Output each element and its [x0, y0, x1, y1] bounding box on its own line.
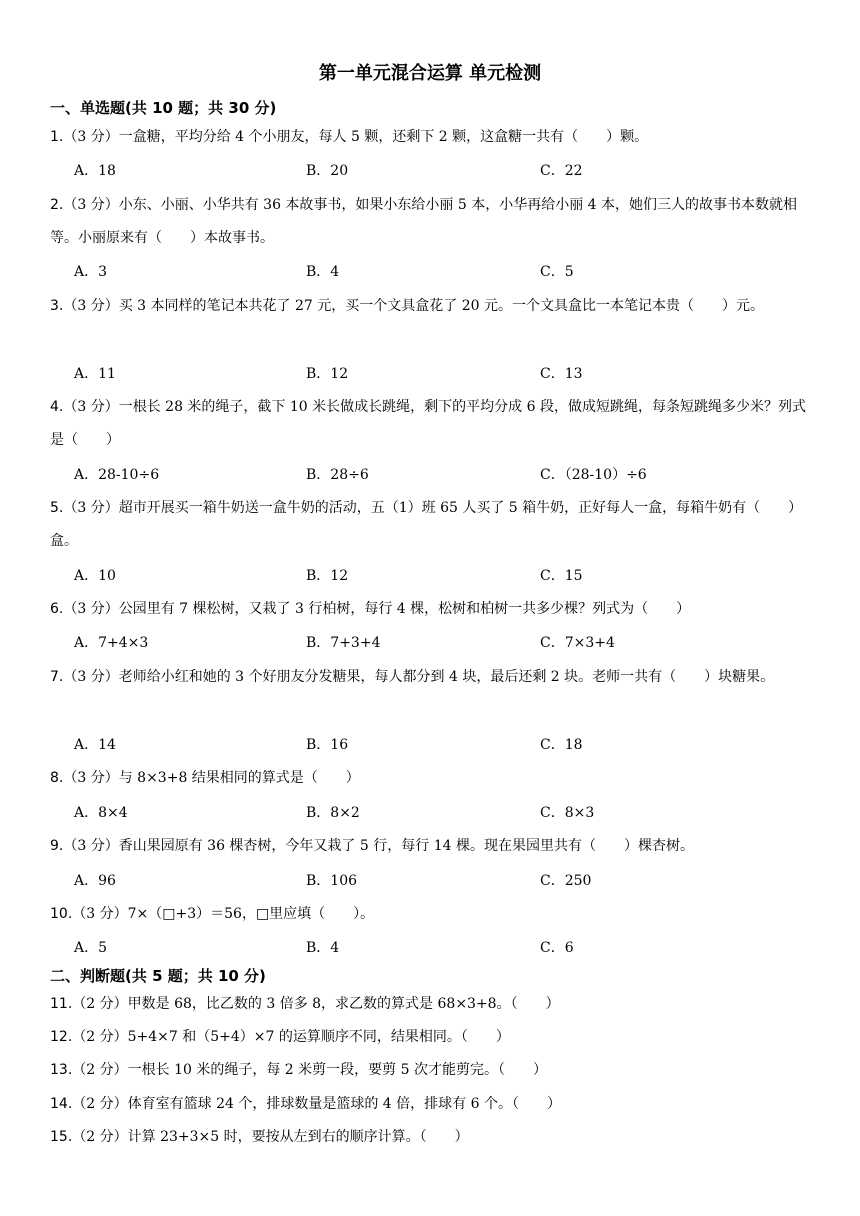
question-7 [50, 661, 810, 694]
question-14 [50, 1088, 810, 1121]
question-10-options [74, 938, 814, 958]
question-number: 10. [50, 906, 73, 922]
option-a[interactable]: A．11 [74, 366, 116, 382]
question-4-options [74, 465, 814, 485]
question-5-options [74, 566, 814, 586]
question-5 [50, 492, 810, 558]
question-number: 1. [50, 129, 64, 145]
question-text: （3 分）一盒糖，平均分给 4 个小朋友，每人 5 颗，还剩下 2 颗，这盒糖一共有（ ）颗。 [63, 129, 649, 145]
question-text: （3 分）超市开展买一箱牛奶送一盒牛奶的活动，五（1）班 65 人买了 5 箱牛奶，正好每人一盒，每箱牛奶有（ ）盒。 [50, 500, 803, 549]
question-text: （3 分）与 8×3+8 结果相同的算式是（ ） [63, 770, 360, 786]
option-c[interactable]: C．13 [540, 366, 583, 382]
option-b[interactable]: B．16 [306, 737, 349, 753]
option-c[interactable]: C．250 [540, 873, 592, 889]
option-b[interactable]: B．4 [306, 940, 340, 956]
option-c[interactable]: C．22 [540, 163, 583, 179]
option-a[interactable]: A．14 [74, 737, 116, 753]
question-text: （3 分）香山果园原有 36 棵杏树，今年又栽了 5 行，每行 14 棵。现在果园里共有（ ）棵杏树。 [63, 838, 694, 854]
option-b[interactable]: B．12 [306, 366, 349, 382]
question-text: （3 分）小东、小丽、小华共有 36 本故事书，如果小东给小丽 5 本，小华再给小丽 4 本，她们三人的故事书本数就相等。小丽原来有（ ）本故事书。 [50, 197, 798, 246]
option-c[interactable]: C．5 [540, 264, 574, 280]
question-number: 13. [50, 1062, 73, 1078]
question-11 [50, 988, 810, 1021]
option-a[interactable]: A．18 [74, 163, 116, 179]
question-6 [50, 593, 810, 626]
question-9-options [74, 871, 814, 891]
question-number: 3. [50, 298, 64, 314]
question-number: 14. [50, 1096, 73, 1112]
question-text: （3 分）一根长 28 米的绳子，截下 10 米长做成长跳绳，剩下的平均分成 6 段，做成短跳绳，每条短跳绳多少米？列式是（ ） [50, 399, 806, 448]
question-3 [50, 290, 810, 323]
option-c[interactable]: C．（28-10）÷6 [540, 467, 647, 483]
option-c[interactable]: C．7×3+4 [540, 635, 615, 651]
question-number: 2. [50, 197, 64, 213]
question-8-options [74, 803, 814, 823]
option-b[interactable]: B．4 [306, 264, 340, 280]
question-number: 11. [50, 996, 73, 1012]
question-number: 9. [50, 838, 64, 854]
question-number: 5. [50, 500, 64, 516]
question-15 [50, 1121, 810, 1154]
option-b[interactable]: B．7+3+4 [306, 635, 381, 651]
question-8 [50, 762, 810, 795]
option-a[interactable]: A．3 [74, 264, 108, 280]
question-6-options [74, 633, 814, 653]
option-b[interactable]: B．106 [306, 873, 358, 889]
option-b[interactable]: B．12 [306, 568, 349, 584]
question-2-options [74, 262, 814, 282]
option-b[interactable]: B．8×2 [306, 805, 360, 821]
question-text: （2 分）5+4×7 和（5+4）×7 的运算顺序不同，结果相同。（ ） [72, 1029, 510, 1045]
option-c[interactable]: C．18 [540, 737, 583, 753]
question-text: （2 分）一根长 10 米的绳子，每 2 米剪一段，要剪 5 次才能剪完。（ ） [72, 1062, 547, 1078]
question-13 [50, 1054, 810, 1087]
option-a[interactable]: A．96 [74, 873, 116, 889]
question-text: （3 分）7×（□+3）＝56，□里应填（ ）。 [72, 906, 375, 922]
question-4 [50, 391, 810, 457]
question-12 [50, 1021, 810, 1054]
option-c[interactable]: C．15 [540, 568, 583, 584]
option-c[interactable]: C．8×3 [540, 805, 595, 821]
option-b[interactable]: B．20 [306, 163, 349, 179]
option-c[interactable]: C．6 [540, 940, 574, 956]
question-9 [50, 830, 810, 863]
question-text: （2 分）计算 23+3×5 时，要按从左到右的顺序计算。（ ） [72, 1129, 469, 1145]
question-text: （3 分）公园里有 7 棵松树，又栽了 3 行柏树，每行 4 棵，松树和柏树一共多少棵？列式为（ ） [63, 601, 691, 617]
question-text: （2 分）体育室有篮球 24 个，排球数量是篮球的 4 倍，排球有 6 个。（ ） [72, 1096, 561, 1112]
option-a[interactable]: A．5 [74, 940, 108, 956]
question-10 [50, 898, 810, 931]
question-number: 8. [50, 770, 64, 786]
question-number: 15. [50, 1129, 73, 1145]
question-1 [50, 121, 810, 154]
section-heading-true-false: 二、判断题(共 5 题；共 10 分) [50, 967, 266, 985]
option-a[interactable]: A．8×4 [74, 805, 128, 821]
section-heading-single-choice: 一、单选题(共 10 题；共 30 分) [50, 99, 277, 117]
question-number: 4. [50, 399, 64, 415]
question-text: （3 分）买 3 本同样的笔记本共花了 27 元，买一个文具盒花了 20 元。一个文具盒比一本笔记本贵（ ）元。 [63, 298, 764, 314]
option-a[interactable]: A．7+4×3 [74, 635, 149, 651]
option-a[interactable]: A．28-10÷6 [74, 467, 160, 483]
page-title: 第一单元混合运算 单元检测 [318, 63, 542, 84]
option-b[interactable]: B．28÷6 [306, 467, 369, 483]
question-1-options [74, 161, 814, 181]
question-text: （2 分）甲数是 68，比乙数的 3 倍多 8，求乙数的算式是 68×3+8。（ ） [72, 996, 560, 1012]
question-7-options [74, 735, 814, 755]
option-a[interactable]: A．10 [74, 568, 116, 584]
question-3-options [74, 364, 814, 384]
question-number: 6. [50, 601, 64, 617]
question-2 [50, 189, 810, 255]
question-text: （3 分）老师给小红和她的 3 个好朋友分发糖果，每人都分到 4 块，最后还剩 2 块。老师一共有（ ）块糖果。 [63, 669, 775, 685]
question-number: 7. [50, 669, 64, 685]
question-number: 12. [50, 1029, 73, 1045]
